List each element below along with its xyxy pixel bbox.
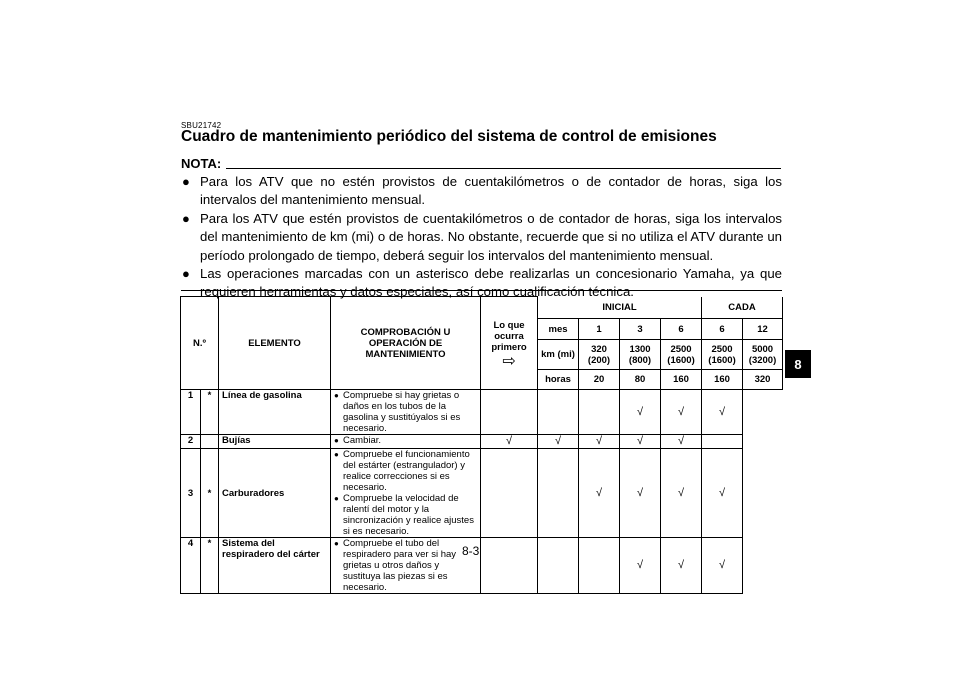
interval-row-months: mes 1 3 6 6 12: [181, 319, 783, 340]
check-item: ● Compruebe si hay grietas o daños en los tubos de la gasolina y sustitúyalos si es necesario.: [334, 390, 461, 434]
check-cell: [331, 390, 481, 435]
bullet-dot-icon: ●: [334, 494, 339, 503]
check-cell: [331, 449, 481, 538]
page-number: 8-3: [462, 544, 480, 558]
table-row: 3 * Carburadores ● Compruebe el funcionamiento del estárter (estrangulador) y realice correcciones si es necesario. ● Compruebe la velocidad de ralentí del motor y la sincronización y realice ajustes si es necesario. √ √ √ √: [181, 449, 783, 538]
table-row: 1 * Línea de gasolina ● Compruebe si hay grietas o daños en los tubos de la gasolina y sustitúyalos si es necesario. √ √ √: [181, 390, 783, 435]
check-cell: [331, 435, 481, 449]
header-element: ELEMENTO: [219, 297, 331, 390]
table-header-row: [181, 297, 783, 319]
note-bullet: ● Para los ATV que estén provistos de cuentakilómetros o de contador de horas, siga los intervalos del mantenimiento de km (mi) o de horas. No obstante, recuerde que si no utiliza el ATV durante un período prolongado de tiempo, deberá seguir los intervalos del mantenimiento mensual.: [182, 210, 782, 263]
check-item: ● Compruebe la velocidad de ralentí del motor y la sincronización y realice ajustes si es necesario.: [334, 493, 474, 537]
bullet-dot-icon: ●: [182, 210, 190, 226]
maintenance-table: [180, 296, 783, 594]
header-no: N.º: [181, 297, 219, 390]
note-bullet: ● Para los ATV que no estén provistos de cuentakilómetros o de contador de horas, siga los intervalos del mantenimiento mensual.: [182, 174, 782, 208]
check-item: ● Compruebe el funcionamiento del estárter (estrangulador) y realice correcciones si es necesario.: [334, 449, 470, 493]
header-initial: INICIAL: [538, 297, 702, 319]
bullet-dot-icon: ●: [334, 539, 339, 548]
bullet-dot-icon: ●: [334, 391, 339, 400]
header-check: COMPROBACIÓN U OPERACIÓN DE MANTENIMIENTO: [331, 297, 481, 390]
page-title: Cuadro de mantenimiento periódico del sistema de control de emisiones: [181, 128, 717, 145]
note-rule: [226, 168, 781, 169]
check-item: ● Compruebe el tubo del respiradero para ver si hay grietas u otros daños y sustituya las piezas si es necesario.: [334, 538, 457, 593]
header-whichever: Lo que ocurra primero ⇨: [481, 297, 538, 390]
interval-row-hours: horas 20 80 160 160 320: [181, 370, 783, 390]
arrow-right-icon: ⇨: [502, 352, 516, 370]
note-label: NOTA:: [181, 156, 222, 171]
section-code: SBU21742: [181, 121, 222, 130]
table-row: 2 Bujías ● Cambiar. √ √ √ √ √: [181, 435, 783, 449]
bullet-dot-icon: ●: [182, 266, 190, 282]
interval-row-km: km (mi) 320 (200) 1300 (800) 2500 (1600) 2500 (1600) 5000 (3200): [181, 340, 783, 370]
note-end-rule: [181, 290, 782, 291]
check-cell: [331, 538, 481, 594]
bullet-dot-icon: ●: [334, 436, 339, 445]
check-item: ● Cambiar.: [334, 435, 382, 446]
note-bullet: ● Las operaciones marcadas con un asterisco debe realizarlas un concesionario Yamaha, ya que requieren herramientas y datos especiales, así como cualificación técnica.: [182, 266, 782, 300]
note-bullets: [181, 173, 782, 302]
header-every: CADA: [702, 297, 783, 319]
table-row: 4 * Sistema del respiradero del cárter ● Compruebe el tubo del respiradero para ver si hay grietas u otros daños y sustituya las piezas si es necesario. √ √ √: [181, 538, 783, 594]
chapter-tab: 8: [785, 350, 811, 378]
bullet-dot-icon: ●: [182, 174, 190, 189]
bullet-dot-icon: ●: [334, 450, 339, 459]
